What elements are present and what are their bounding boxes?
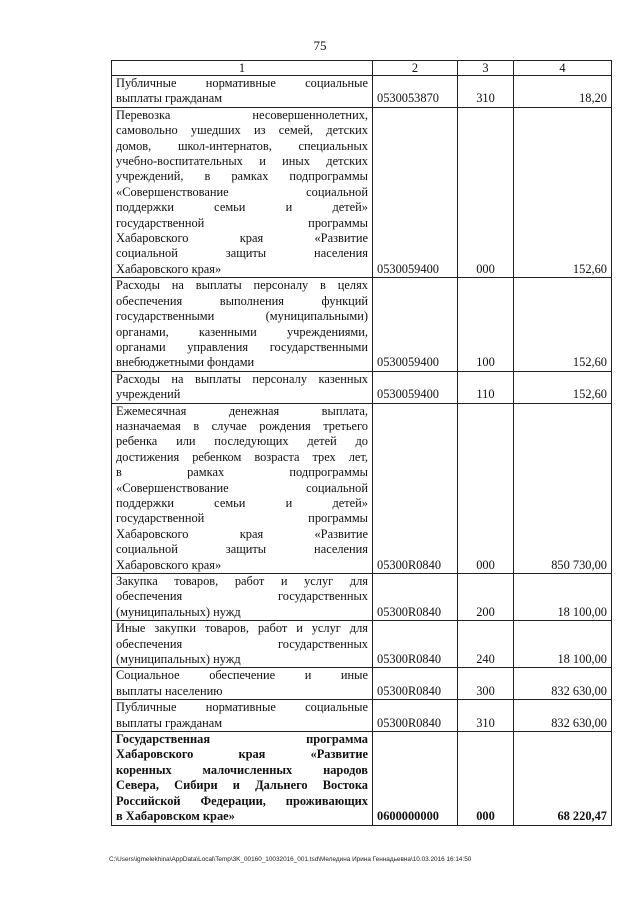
table-row <box>112 278 612 371</box>
row-target-code: 0600000000 <box>373 732 458 825</box>
description-line: домов, школ-интернатов, специальных <box>116 138 368 153</box>
header-col-amount: 4 <box>514 61 612 76</box>
description-line: Хабаровского края «Развитие <box>116 231 368 246</box>
row-target-code: 0530059400 <box>373 107 458 277</box>
row-description <box>112 574 373 621</box>
row-expense-type: 300 <box>458 668 514 700</box>
row-expense-type: 310 <box>458 700 514 732</box>
row-expense-type: 310 <box>458 76 514 108</box>
description-line: (муниципальных) нужд <box>116 652 241 667</box>
table-header <box>112 61 612 76</box>
budget-table <box>111 60 612 826</box>
row-amount: 18,20 <box>514 76 612 108</box>
description-line: самовольно ушедших из семей, детских <box>116 123 368 138</box>
description-line: «Совершенствование социальной <box>116 480 368 495</box>
row-target-code: 0530059400 <box>373 371 458 403</box>
row-target-code: 05300R0840 <box>373 668 458 700</box>
table-row <box>112 403 612 573</box>
description-line: внебюджетными фондами <box>116 355 255 370</box>
row-description <box>112 621 373 668</box>
description-line: Закупка товаров, работ и услуг для <box>116 574 368 588</box>
header-row <box>112 61 612 76</box>
description-line: Перевозка несовершеннолетних, <box>116 107 368 122</box>
description-line: государственными (муниципальными) <box>116 309 368 324</box>
description-line: Расходы на выплаты персоналу казенных <box>116 371 368 386</box>
description-line: Ежемесячная денежная выплата, <box>116 403 368 418</box>
row-amount: 18 100,00 <box>514 621 612 668</box>
header-col-type: 3 <box>458 61 514 76</box>
description-line: учреждений, в рамках подпрограммы <box>116 169 368 184</box>
header-col-description: 1 <box>112 61 373 76</box>
table-row <box>112 371 612 403</box>
description-line: (муниципальных) нужд <box>116 604 241 619</box>
description-line: Хабаровского края» <box>116 261 222 276</box>
table-row <box>112 76 612 108</box>
row-amount: 832 630,00 <box>514 668 612 700</box>
description-line: Публичные нормативные социальные <box>116 700 368 715</box>
description-line: государственной программы <box>116 511 368 526</box>
description-line: «Совершенствование социальной <box>116 184 368 199</box>
description-line: выплаты гражданам <box>116 715 223 730</box>
table-row <box>112 668 612 700</box>
description-line: Севера, Сибири и Дальнего Востока <box>116 778 368 793</box>
row-description <box>112 403 373 573</box>
description-line: обеспечения государственных <box>116 636 368 651</box>
description-line: коренных малочисленных народов <box>116 762 368 777</box>
file-path-footer: C:\Users\igmelekhina\AppData\Local\Temp\3K_00160_10032016_001.tsd\Меледина Ирина Геннадьевна\10.03.2016 16:14:50 <box>109 856 472 863</box>
description-line: Иные закупки товаров, работ и услуг для <box>116 621 368 636</box>
description-line: в Хабаровском крае» <box>116 809 235 824</box>
row-amount: 68 220,47 <box>514 732 612 825</box>
description-line: учреждений <box>116 387 181 402</box>
row-description <box>112 371 373 403</box>
table-row <box>112 732 612 825</box>
description-line: выплаты населению <box>116 683 223 698</box>
row-expense-type: 000 <box>458 732 514 825</box>
description-line: государственной программы <box>116 215 368 230</box>
row-amount: 152,60 <box>514 278 612 371</box>
description-line: достижения ребенком возраста трех лет, <box>116 449 368 464</box>
description-line: Расходы на выплаты персоналу в целях <box>116 278 368 293</box>
description-line: обеспечения выполнения функций <box>116 293 368 308</box>
row-target-code: 05300R0840 <box>373 621 458 668</box>
description-line: Социальное обеспечение и иные <box>116 668 368 683</box>
row-description <box>112 732 373 825</box>
row-expense-type: 000 <box>458 403 514 573</box>
description-line: Публичные нормативные социальные <box>116 76 368 90</box>
description-line: Хабаровского края «Развитие <box>116 526 368 541</box>
row-target-code: 05300R0840 <box>373 574 458 621</box>
row-amount: 850 730,00 <box>514 403 612 573</box>
description-line: обеспечения государственных <box>116 589 368 604</box>
row-description <box>112 107 373 277</box>
description-line: поддержки семьи и детей» <box>116 495 368 510</box>
table-body <box>112 76 612 826</box>
row-target-code: 05300R0840 <box>373 403 458 573</box>
row-expense-type: 240 <box>458 621 514 668</box>
row-target-code: 0530059400 <box>373 278 458 371</box>
row-description <box>112 700 373 732</box>
description-line: социальной защиты населения <box>116 542 368 557</box>
table-row <box>112 574 612 621</box>
header-col-code: 2 <box>373 61 458 76</box>
description-line: органами управления государственными <box>116 339 368 354</box>
description-line: ребенка или последующих детей до <box>116 434 368 449</box>
row-expense-type: 000 <box>458 107 514 277</box>
row-description <box>112 668 373 700</box>
table-row <box>112 107 612 277</box>
description-line: в рамках подпрограммы <box>116 465 368 480</box>
description-line: Государственная программа <box>116 732 368 747</box>
description-line: социальной защиты населения <box>116 246 368 261</box>
row-expense-type: 200 <box>458 574 514 621</box>
row-amount: 152,60 <box>514 107 612 277</box>
description-line: учебно-воспитательных и иных детских <box>116 154 368 169</box>
row-target-code: 0530053870 <box>373 76 458 108</box>
row-amount: 152,60 <box>514 371 612 403</box>
description-line: Российской Федерации, проживающих <box>116 793 368 808</box>
row-target-code: 05300R0840 <box>373 700 458 732</box>
description-line: поддержки семьи и детей» <box>116 200 368 215</box>
row-expense-type: 110 <box>458 371 514 403</box>
table-row <box>112 700 612 732</box>
row-description <box>112 278 373 371</box>
description-line: выплаты гражданам <box>116 91 223 106</box>
description-line: назначаемая в случае рождения третьего <box>116 418 368 433</box>
row-expense-type: 100 <box>458 278 514 371</box>
row-amount: 832 630,00 <box>514 700 612 732</box>
description-line: Хабаровского края «Развитие <box>116 747 368 762</box>
description-line: органами, казенными учреждениями, <box>116 324 368 339</box>
table-row <box>112 621 612 668</box>
description-line: Хабаровского края» <box>116 557 222 572</box>
row-amount: 18 100,00 <box>514 574 612 621</box>
row-description <box>112 76 373 108</box>
page-number: 75 <box>313 38 327 53</box>
